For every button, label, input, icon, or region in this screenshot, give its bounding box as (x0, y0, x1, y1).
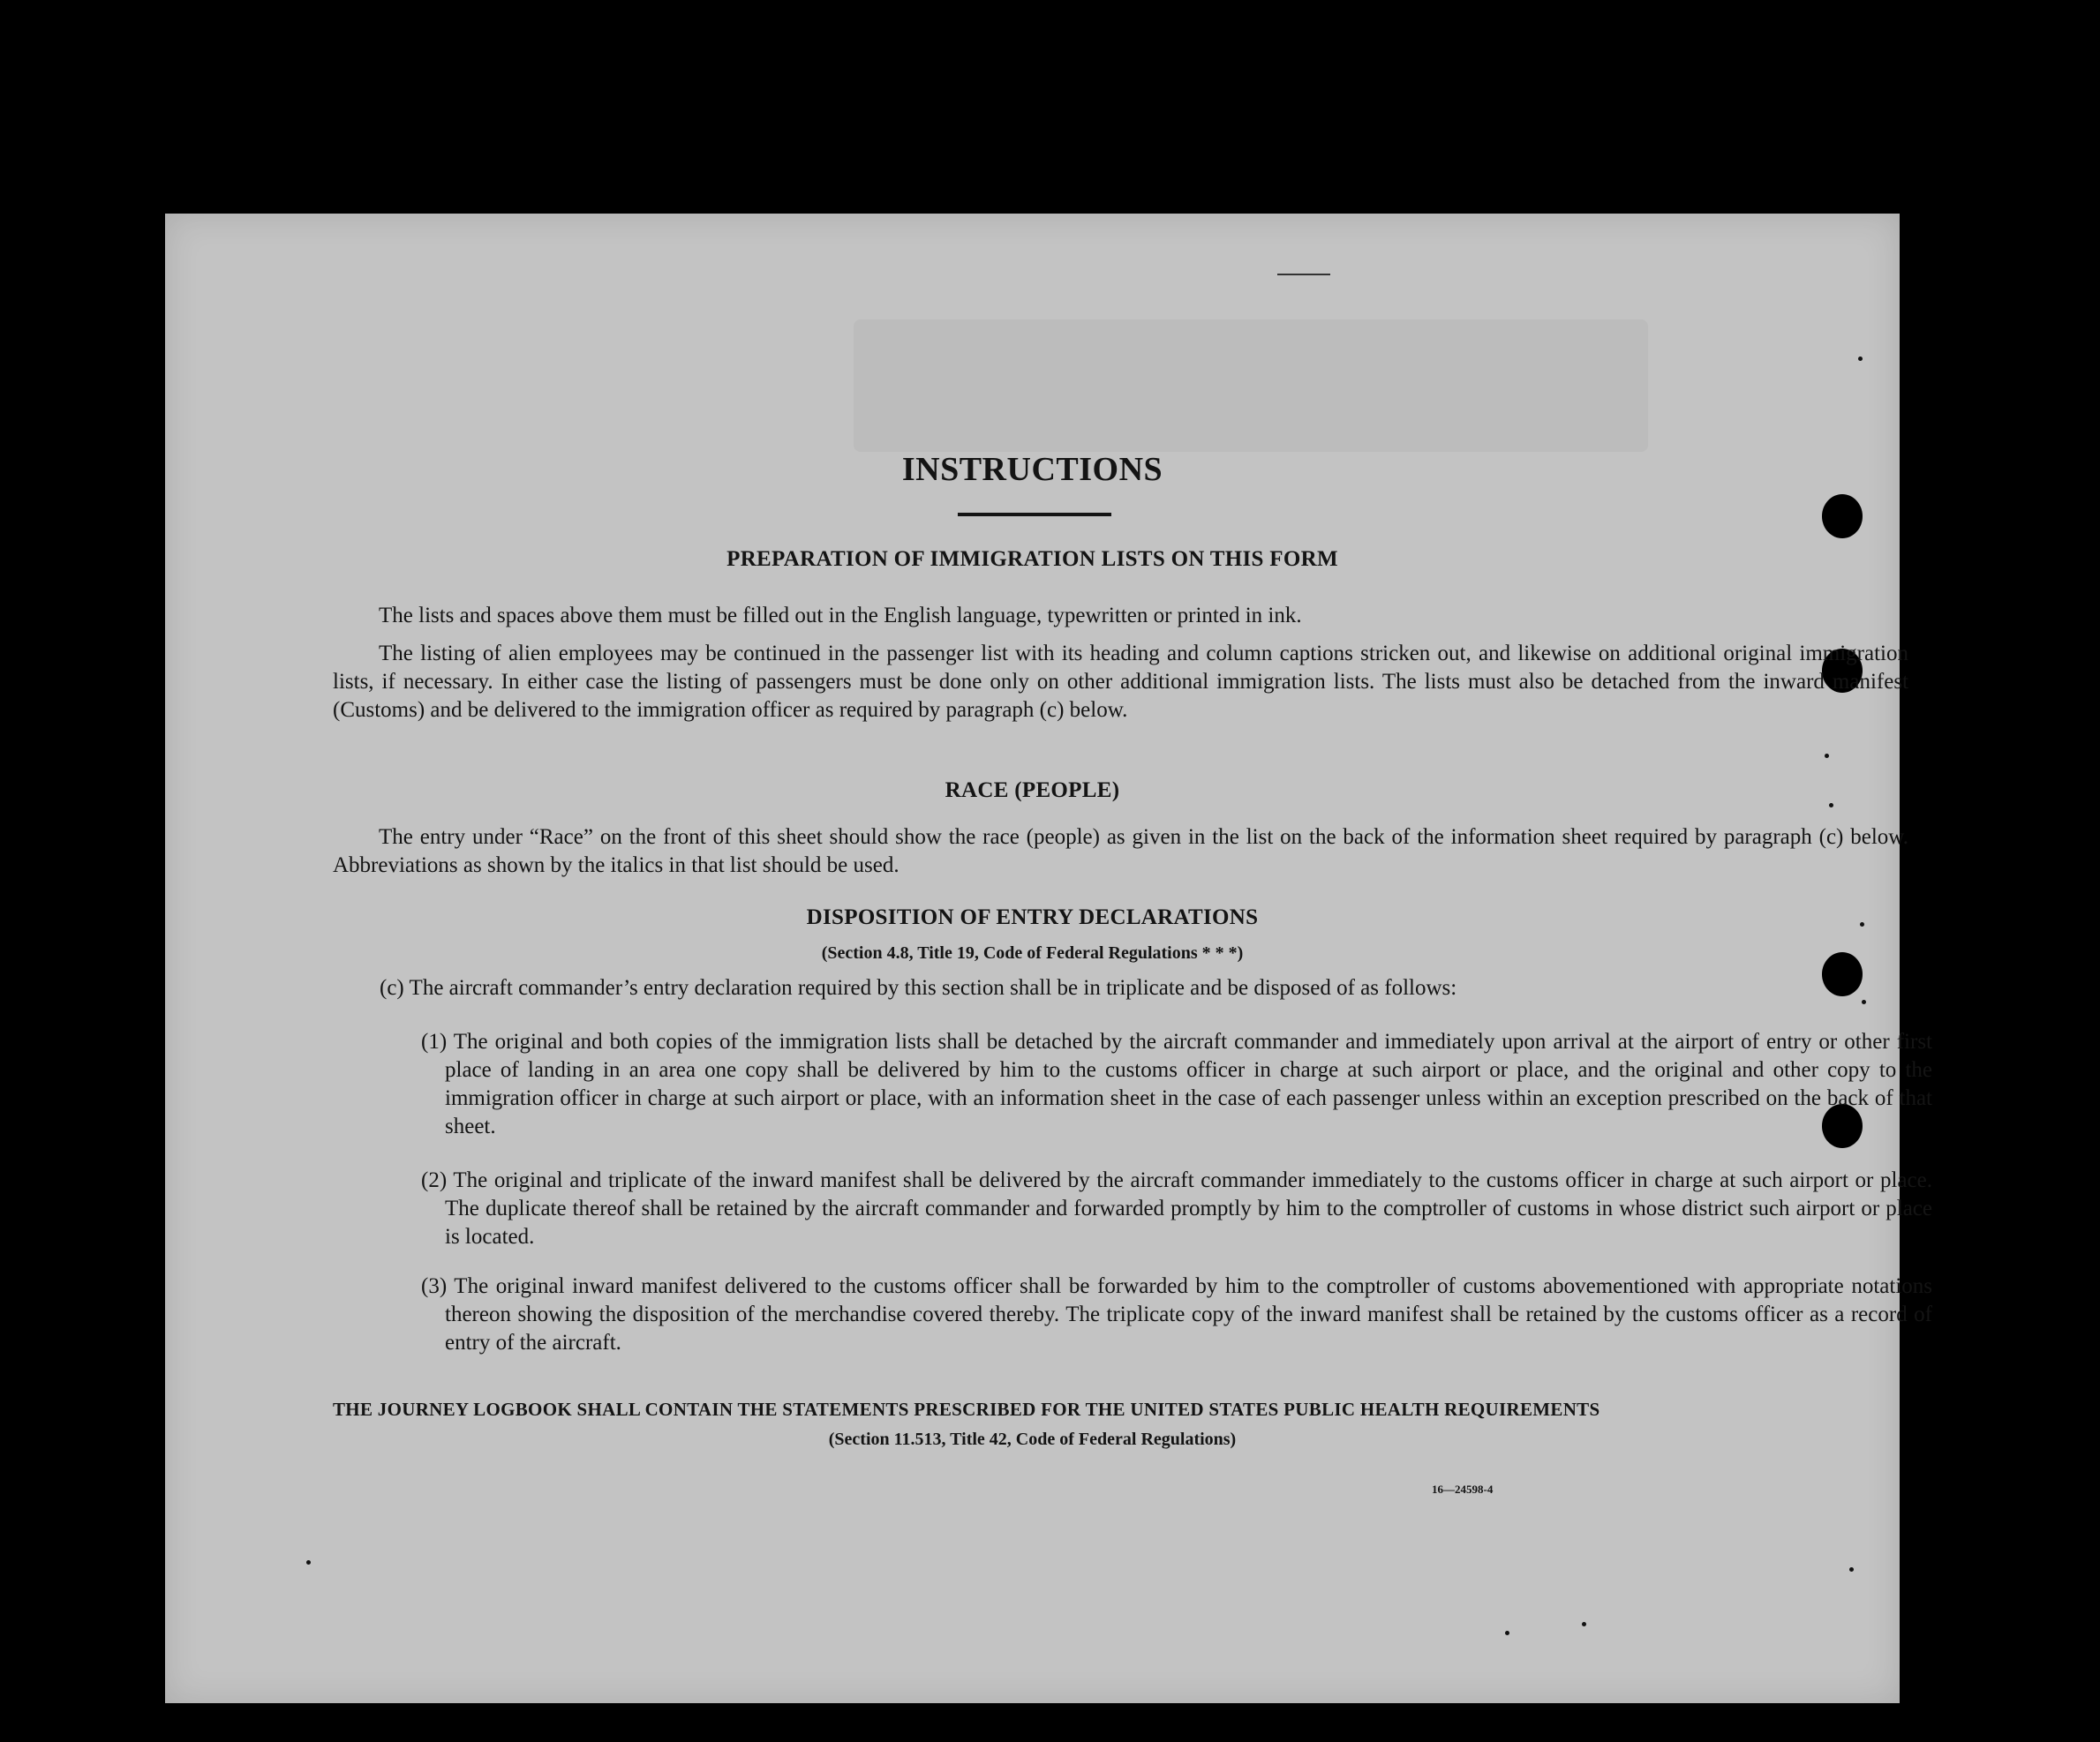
disposition-item-2: (2) The original and triplicate of the inward manifest shall be delivered by the aircraft commander immediately to the customs officer in charge at such airport or place. The duplicate thereof shall be retained by the aircraft commander and forwarded promptly by him to the comptroller of customs in whose district such airport or place is located. (421, 1168, 1932, 1249)
disposition-item-1: (1) The original and both copies of the immigration lists shall be detached by the aircraft commander and immediately upon arrival at the airport of entry or other first place of landing in an area one copy shall be delivered by him to the customs officer in charge at such airport or place, and the original and other copy to the immigration officer in charge at such airport or place, with an information sheet in the case of each passenger unless within an exception prescribed on the back of that sheet. (421, 1030, 1932, 1138)
disposition-item-3: (3) The original inward manifest delivered to the customs officer shall be forwarded by him to the comptroller of customs abovementioned with appropriate notations thereon showing the disposition of the merchandise covered thereby. The triplicate copy of the inward manifest shall be retained by the customs officer as a record of entry of the aircraft. (421, 1274, 1932, 1355)
speck (1582, 1622, 1586, 1626)
page-title: INSTRUCTIONS (901, 451, 1163, 488)
preparation-paragraph-1: The lists and spaces above them must be filled out in the English language, typewritten or printed in ink. (379, 604, 1302, 627)
section-heading-disposition: DISPOSITION OF ENTRY DECLARATIONS (806, 905, 1259, 929)
pencil-mark (1277, 274, 1330, 275)
speck (306, 1560, 311, 1565)
logbook-citation: (Section 11.513, Title 42, Code of Federal Regulations) (828, 1430, 1237, 1449)
section-heading-race: RACE (PEOPLE) (945, 778, 1120, 802)
disposition-intro: (c) The aircraft commander’s entry declaration required by this section shall be in triplicate and be disposed of as follows: (380, 976, 1457, 1000)
punch-hole-1 (1822, 494, 1863, 538)
logbook-statement: THE JOURNEY LOGBOOK SHALL CONTAIN THE STATEMENTS PRESCRIBED FOR THE UNITED STATES PUBLIC HEALTH REQUIREMENTS (333, 1399, 1600, 1420)
speck (1858, 357, 1863, 361)
speck (1829, 803, 1833, 807)
race-paragraph: The entry under “Race” on the front of this sheet should show the race (people) as given in the list on the back of the information sheet required by paragraph (c) below. Abbreviations as shown by the italics in that list should be used. (333, 825, 1908, 877)
section-heading-preparation: PREPARATION OF IMMIGRATION LISTS ON THIS FORM (726, 547, 1338, 571)
title-rule (958, 513, 1111, 516)
disposition-citation: (Section 4.8, Title 19, Code of Federal Regulations * * *) (821, 943, 1244, 963)
speck (1849, 1567, 1854, 1572)
speck (1825, 754, 1829, 758)
document-page (165, 214, 1932, 1703)
bleed-through-shadow (854, 319, 1648, 452)
speck (1505, 1631, 1509, 1635)
form-number: 16—24598-4 (1432, 1483, 1494, 1496)
preparation-paragraph-2: The listing of alien employees may be continued in the passenger list with its heading and column captions stricken out, and likewise on additional original immigration lists, if necessary. In either case the listing of passengers must be done only on other additional immigration lists. The lists must also be detached from the inward manifest (Customs) and be delivered to the immigration officer as required by paragraph (c) below. (333, 642, 1908, 722)
